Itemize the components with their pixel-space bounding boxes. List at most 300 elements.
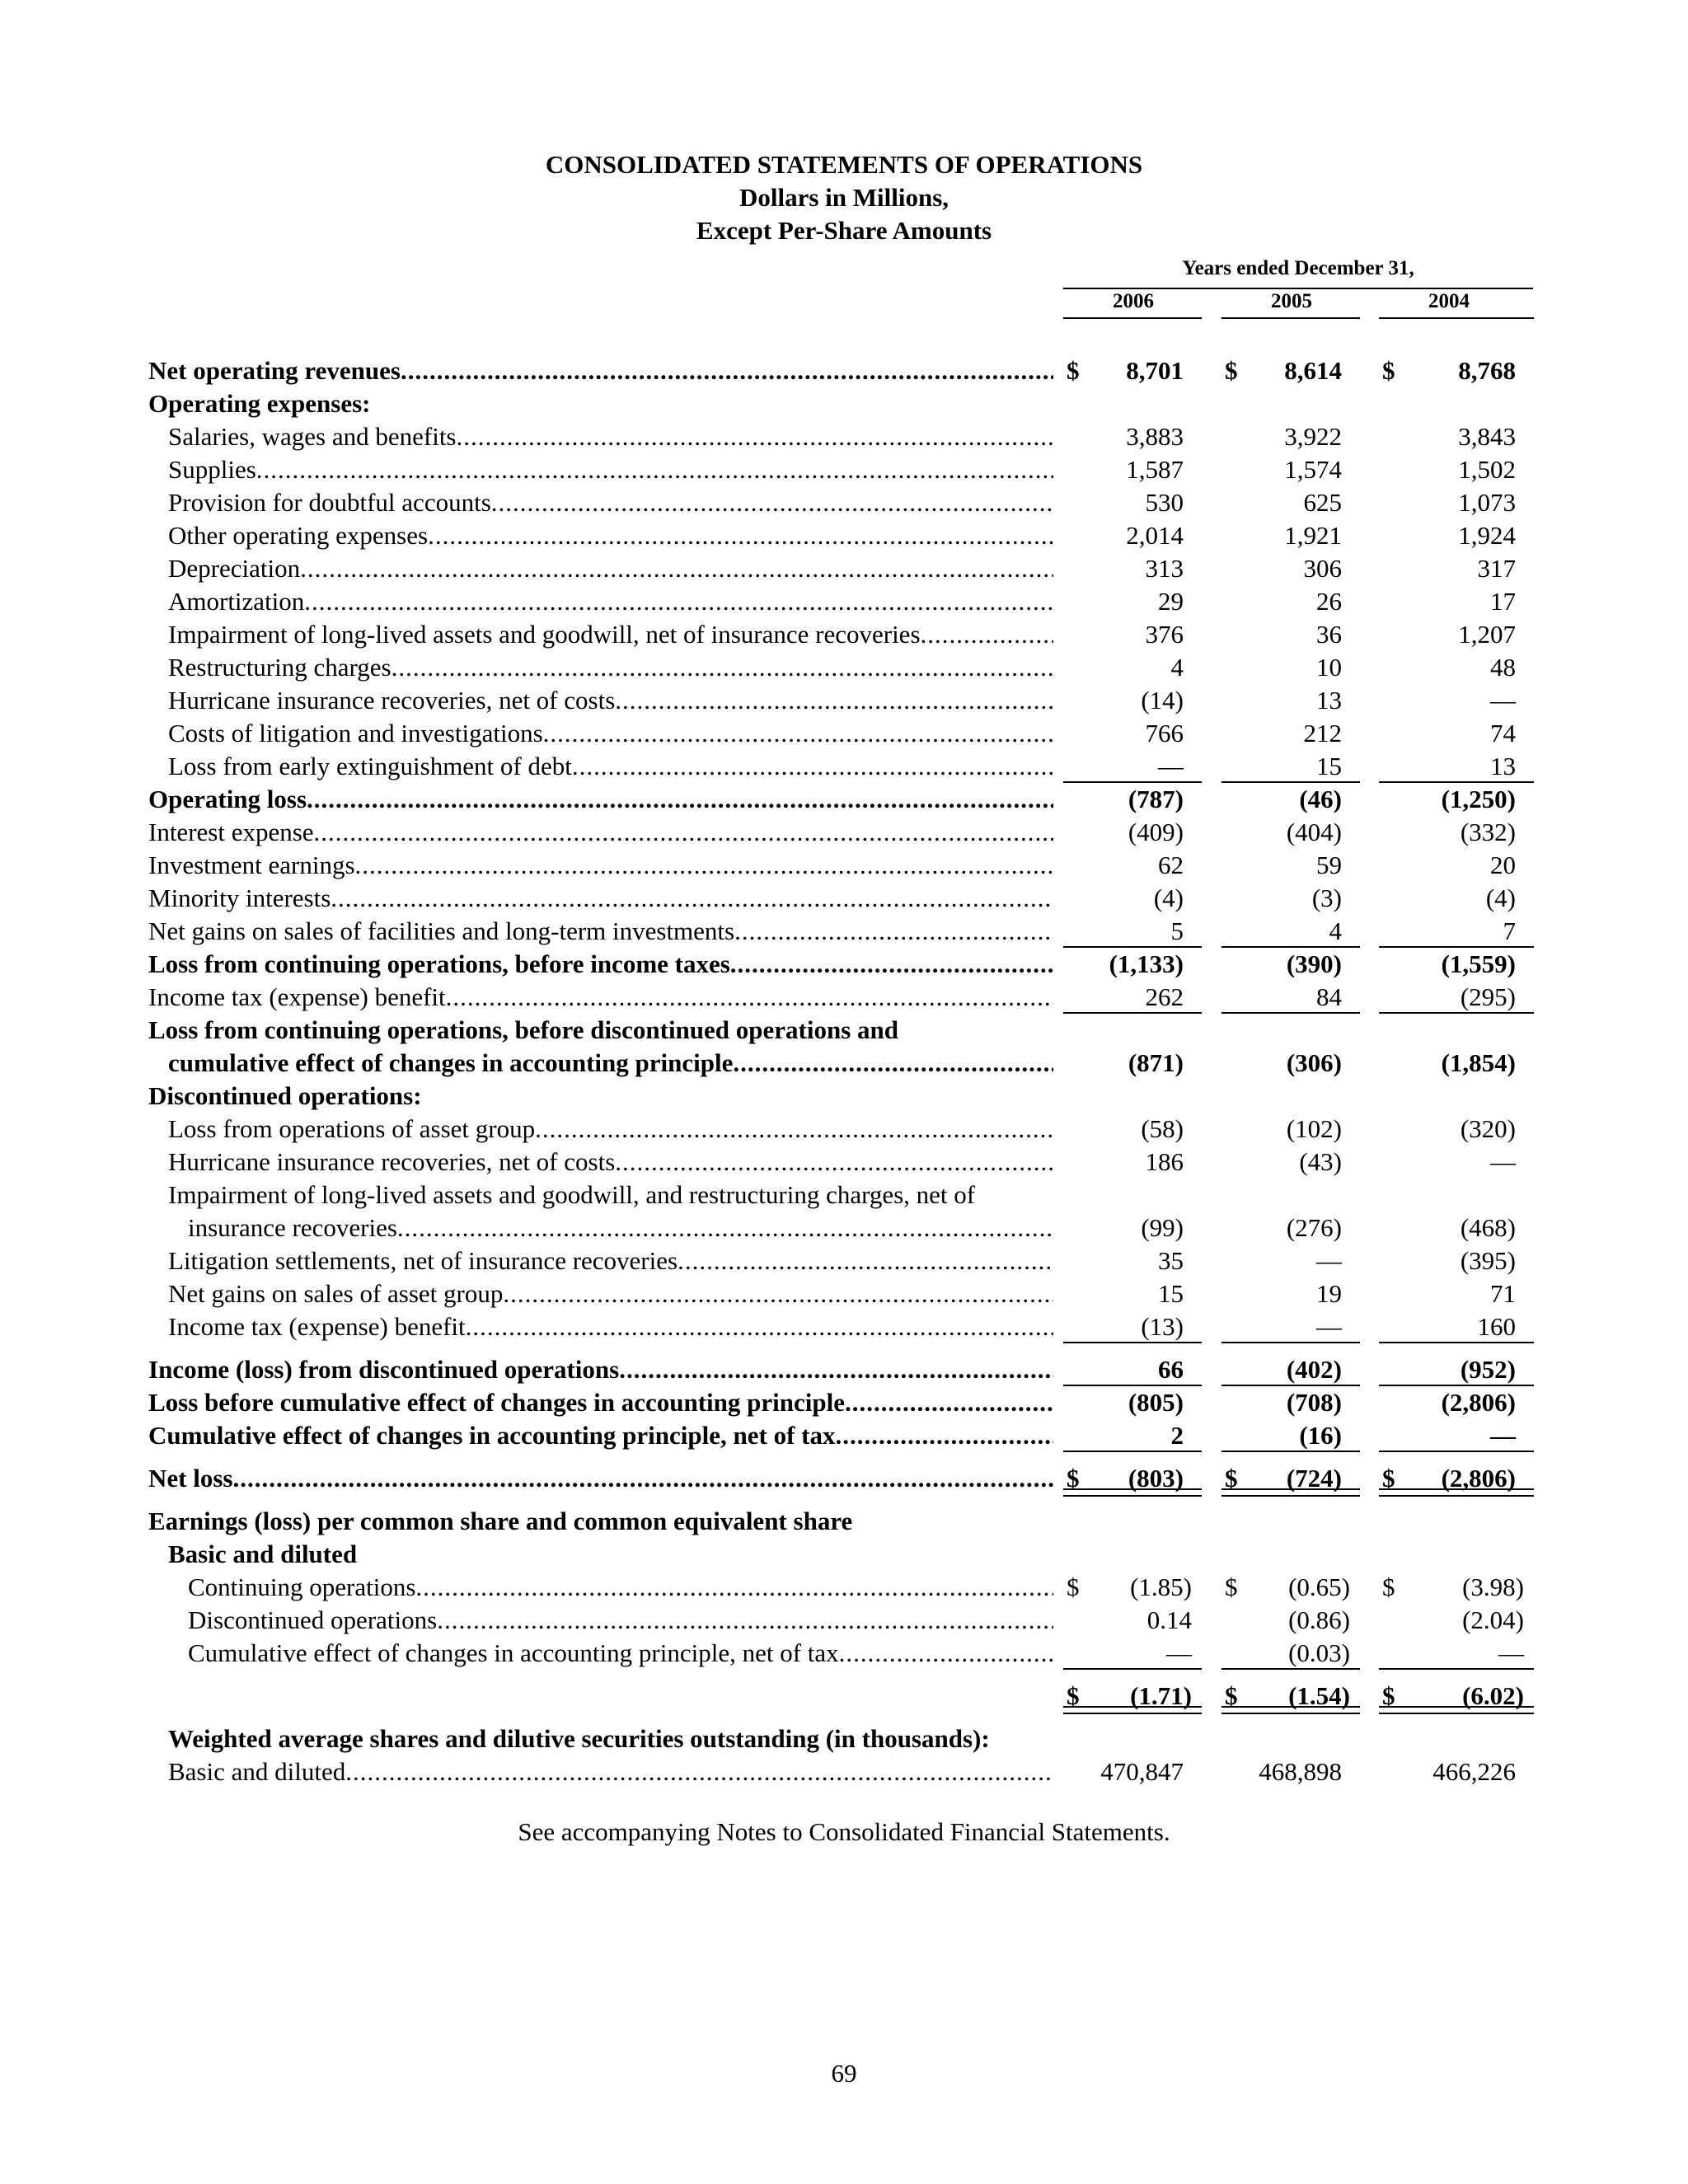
value-cell-2006 <box>1063 1680 1202 1713</box>
year-header-2005: 2005 <box>1271 290 1312 312</box>
row-label-text: Cumulative effect of changes in accounting principle, net of tax <box>148 1421 836 1450</box>
table-row <box>0 585 1688 618</box>
value-cell-2005 <box>1221 882 1360 915</box>
value-cell-2005 <box>1221 1047 1360 1080</box>
value-cell-2004 <box>1379 783 1534 816</box>
value-text: (805) <box>1128 1388 1184 1417</box>
value-text: 7 <box>1503 916 1516 945</box>
value-cell-2006 <box>1063 1277 1202 1310</box>
value-text: 3,883 <box>1126 422 1184 451</box>
value-cell-2004 <box>1379 585 1534 618</box>
row-label-text: Income tax (expense) benefit <box>148 982 446 1011</box>
row-label <box>188 1212 1053 1244</box>
row-label-text: Minority interests <box>148 883 331 912</box>
value-cell-2004 <box>1379 948 1534 981</box>
value-text: (1,854) <box>1441 1048 1516 1077</box>
row-label-text: Loss from continuing operations, before discontinued operations and <box>148 1015 899 1044</box>
table-row <box>0 750 1688 783</box>
value-text: (102) <box>1286 1114 1342 1143</box>
row-label <box>148 354 1053 387</box>
table-row <box>0 1113 1688 1146</box>
value-cell-2004 <box>1379 750 1534 783</box>
value-text: 71 <box>1490 1279 1516 1308</box>
value-text: (99) <box>1141 1213 1184 1242</box>
value-cell-2006 <box>1063 1244 1202 1277</box>
row-label-text: Basic and diluted <box>168 1540 358 1568</box>
table-row <box>0 618 1688 651</box>
value-cell-2006 <box>1063 1310 1202 1343</box>
currency-symbol: $ <box>1067 356 1080 385</box>
value-cell-2005 <box>1221 486 1360 519</box>
value-text: 13 <box>1316 686 1342 715</box>
value-text: 10 <box>1316 653 1342 682</box>
value-cell-2004 <box>1379 1310 1534 1343</box>
value-cell-2004 <box>1379 420 1534 453</box>
value-cell-2004 <box>1379 717 1534 750</box>
row-spacer <box>0 1495 1688 1505</box>
value-cell-2004 <box>1379 651 1534 684</box>
value-cell-2005 <box>1221 354 1360 387</box>
value-cell-2005 <box>1221 1462 1360 1495</box>
value-text: (276) <box>1286 1213 1342 1242</box>
value-cell-2005 <box>1221 915 1360 948</box>
table-row <box>0 1014 1688 1047</box>
value-text: 1,921 <box>1284 521 1342 550</box>
value-cell-2005 <box>1221 519 1360 552</box>
value-cell-2004 <box>1379 882 1534 915</box>
row-label-text: Supplies <box>168 455 256 484</box>
value-cell-2005 <box>1221 1310 1360 1343</box>
value-text: (6.02) <box>1462 1681 1524 1710</box>
row-label-text: Basic and diluted <box>168 1757 346 1786</box>
value-cell-2004 <box>1379 1386 1534 1419</box>
value-cell-2006 <box>1063 1755 1202 1788</box>
value-cell-2006 <box>1063 585 1202 618</box>
value-cell-2005 <box>1221 1146 1360 1179</box>
row-label-text: Discontinued operations: <box>148 1081 422 1110</box>
row-label <box>148 1014 1053 1047</box>
value-text: 470,847 <box>1100 1757 1184 1786</box>
value-cell-2006 <box>1063 1637 1202 1670</box>
value-cell-2004 <box>1379 1113 1534 1146</box>
row-label <box>188 1604 1053 1637</box>
table-row <box>0 552 1688 585</box>
value-cell-2004 <box>1379 618 1534 651</box>
value-text: (871) <box>1128 1048 1184 1077</box>
value-cell-2006 <box>1063 1146 1202 1179</box>
value-cell-2005 <box>1221 1244 1360 1277</box>
value-cell-2004 <box>1379 981 1534 1014</box>
value-text: 530 <box>1145 488 1184 517</box>
value-text: 212 <box>1303 719 1342 748</box>
value-text: (787) <box>1128 785 1184 813</box>
year-header-2006: 2006 <box>1113 290 1154 312</box>
value-cell-2005 <box>1221 1755 1360 1788</box>
currency-symbol: $ <box>1382 356 1395 385</box>
row-label <box>168 1310 1053 1343</box>
value-text: 2 <box>1170 1421 1184 1450</box>
row-label <box>148 882 1053 915</box>
value-text: (0.86) <box>1288 1605 1350 1634</box>
row-label <box>168 486 1053 519</box>
table-row <box>0 882 1688 915</box>
table-row <box>0 1538 1688 1571</box>
value-cell-2006 <box>1063 1113 1202 1146</box>
page-subtitle-units: Dollars in Millions, <box>738 183 950 212</box>
value-cell-2005 <box>1221 585 1360 618</box>
table-row <box>0 849 1688 882</box>
page-title: CONSOLIDATED STATEMENTS OF OPERATIONS <box>545 150 1143 179</box>
row-label <box>148 1462 1053 1495</box>
value-text: (395) <box>1460 1246 1516 1275</box>
value-text: 0.14 <box>1146 1605 1192 1634</box>
row-label-text: Impairment of long-lived assets and goodwill, net of insurance recoveries <box>168 620 921 649</box>
row-label <box>148 981 1053 1014</box>
value-text: (390) <box>1286 949 1342 978</box>
value-cell-2006 <box>1063 1462 1202 1495</box>
value-text: 1,924 <box>1458 521 1516 550</box>
value-text: (306) <box>1286 1048 1342 1077</box>
table-row <box>0 1146 1688 1179</box>
value-text: (708) <box>1286 1388 1342 1417</box>
value-cell-2004 <box>1379 1462 1534 1495</box>
table-row <box>0 1419 1688 1452</box>
row-label <box>148 1419 1053 1452</box>
value-text: 48 <box>1490 653 1516 682</box>
value-text: (803) <box>1128 1464 1184 1493</box>
value-text: 186 <box>1145 1147 1184 1176</box>
value-text: 1,207 <box>1458 620 1516 649</box>
value-cell-2006 <box>1063 420 1202 453</box>
row-label <box>168 453 1053 486</box>
value-cell-2004 <box>1379 816 1534 849</box>
value-text: 66 <box>1158 1355 1184 1384</box>
value-cell-2006 <box>1063 849 1202 882</box>
row-label-text: Restructuring charges <box>168 653 392 682</box>
value-cell-2004 <box>1379 1353 1534 1386</box>
row-label <box>168 1179 1053 1212</box>
value-cell-2005 <box>1221 1113 1360 1146</box>
value-cell-2004 <box>1379 1212 1534 1244</box>
table-row <box>0 1680 1688 1713</box>
row-label <box>168 1113 1053 1146</box>
row-label-text: Loss before cumulative effect of changes in accounting principle <box>148 1388 845 1417</box>
value-cell-2005 <box>1221 816 1360 849</box>
value-cell-2006 <box>1063 1571 1202 1604</box>
value-cell-2005 <box>1221 552 1360 585</box>
value-text: (2.04) <box>1462 1605 1524 1634</box>
row-label-text: Depreciation <box>168 554 301 583</box>
footnote: See accompanying Notes to Consolidated Financial Statements. <box>518 1817 1170 1846</box>
table-row <box>0 453 1688 486</box>
value-cell-2006 <box>1063 1604 1202 1637</box>
row-label <box>148 387 1053 420</box>
row-label <box>168 1277 1053 1310</box>
value-text: 62 <box>1158 851 1184 879</box>
value-text: 625 <box>1303 488 1342 517</box>
value-text: 1,574 <box>1284 455 1342 484</box>
row-label-text: Loss from early extinguishment of debt <box>168 752 572 780</box>
value-cell-2004 <box>1379 1604 1534 1637</box>
value-text: (16) <box>1299 1421 1342 1450</box>
row-label-text: Costs of litigation and investigations <box>168 719 543 748</box>
row-spacer <box>0 1670 1688 1680</box>
table-row <box>0 783 1688 816</box>
row-label-text: Net gains on sales of asset group <box>168 1279 504 1308</box>
value-cell-2006 <box>1063 783 1202 816</box>
table-row <box>0 1080 1688 1113</box>
table-row <box>0 717 1688 750</box>
value-cell-2005 <box>1221 1680 1360 1713</box>
currency-symbol: $ <box>1067 1464 1080 1493</box>
table-row <box>0 1386 1688 1419</box>
row-label-text: Cumulative effect of changes in accounting principle, net of tax <box>188 1638 839 1667</box>
value-text: (468) <box>1460 1213 1516 1242</box>
value-cell-2005 <box>1221 420 1360 453</box>
currency-symbol: $ <box>1382 1681 1395 1710</box>
value-cell-2005 <box>1221 453 1360 486</box>
row-label-text: Discontinued operations <box>188 1605 438 1634</box>
value-text: (952) <box>1460 1355 1516 1384</box>
value-text: (3.98) <box>1462 1572 1524 1601</box>
row-label-text: cumulative effect of changes in accounting principle <box>168 1048 734 1077</box>
table-row <box>0 420 1688 453</box>
table-row <box>0 1755 1688 1788</box>
value-text: 317 <box>1477 554 1516 583</box>
row-label-text: Amortization <box>168 587 305 616</box>
value-text: (4) <box>1485 883 1516 912</box>
value-text: — <box>1316 1246 1342 1275</box>
value-text: (332) <box>1460 818 1516 846</box>
value-cell-2005 <box>1221 1212 1360 1244</box>
row-label-text: Income (loss) from discontinued operations <box>148 1355 620 1384</box>
row-label <box>148 1505 1053 1538</box>
table-row <box>0 1047 1688 1080</box>
value-cell-2006 <box>1063 552 1202 585</box>
value-text: — <box>1166 1638 1192 1667</box>
value-text: 4 <box>1329 916 1342 945</box>
value-cell-2004 <box>1379 552 1534 585</box>
row-label <box>148 783 1053 816</box>
value-text: 8,768 <box>1458 356 1516 385</box>
row-label <box>168 1047 1053 1080</box>
value-cell-2004 <box>1379 519 1534 552</box>
row-label-text: Interest expense <box>148 818 314 846</box>
value-text: (46) <box>1299 785 1342 813</box>
table-row <box>0 486 1688 519</box>
currency-symbol: $ <box>1382 1572 1395 1601</box>
row-label-text: Net loss <box>148 1464 233 1493</box>
row-label-text: Investment earnings <box>148 851 355 879</box>
value-text: — <box>1490 1147 1516 1176</box>
table-row <box>0 948 1688 981</box>
table-row <box>0 1244 1688 1277</box>
years-ended-label: Years ended December 31, <box>1182 257 1414 279</box>
year-header-rule-2005 <box>1221 317 1360 319</box>
currency-symbol: $ <box>1225 1572 1238 1601</box>
value-text: 306 <box>1303 554 1342 583</box>
row-label <box>168 1755 1053 1788</box>
value-text: 1,073 <box>1458 488 1516 517</box>
table-row <box>0 1179 1688 1212</box>
value-text: 468,898 <box>1259 1757 1342 1786</box>
currency-symbol: $ <box>1225 1681 1238 1710</box>
value-text: (3) <box>1311 883 1342 912</box>
table-row <box>0 651 1688 684</box>
value-text: (1,133) <box>1109 949 1184 978</box>
value-text: 15 <box>1158 1279 1184 1308</box>
row-label <box>148 1680 1053 1713</box>
value-text: (2,806) <box>1441 1388 1516 1417</box>
value-cell-2005 <box>1221 1419 1360 1452</box>
table-row <box>0 1277 1688 1310</box>
row-label-text: Other operating expenses <box>168 521 429 550</box>
row-label-text: Earnings (loss) per common share and common equivalent share <box>148 1507 853 1535</box>
value-text: 4 <box>1170 653 1184 682</box>
value-text: — <box>1490 1421 1516 1450</box>
row-label <box>148 948 1053 981</box>
row-label-text: Loss from operations of asset group <box>168 1114 536 1143</box>
value-cell-2006 <box>1063 486 1202 519</box>
value-cell-2006 <box>1063 1419 1202 1452</box>
value-cell-2005 <box>1221 1353 1360 1386</box>
value-cell-2004 <box>1379 486 1534 519</box>
value-cell-2004 <box>1379 1244 1534 1277</box>
value-text: 35 <box>1158 1246 1184 1275</box>
table-row <box>0 519 1688 552</box>
row-label <box>168 552 1053 585</box>
value-text: 17 <box>1490 587 1516 616</box>
table-row <box>0 981 1688 1014</box>
value-text: — <box>1316 1312 1342 1341</box>
value-text: 5 <box>1170 916 1184 945</box>
value-text: 74 <box>1490 719 1516 748</box>
row-spacer <box>0 1713 1688 1722</box>
value-cell-2004 <box>1379 1680 1534 1713</box>
value-text: 766 <box>1145 719 1184 748</box>
value-cell-2006 <box>1063 717 1202 750</box>
value-text: (1,250) <box>1441 785 1516 813</box>
value-text: (2,806) <box>1441 1464 1516 1493</box>
row-spacer <box>0 1343 1688 1353</box>
year-header-2004: 2004 <box>1428 290 1470 312</box>
value-text: 313 <box>1145 554 1184 583</box>
table-row <box>0 1505 1688 1538</box>
table-row <box>0 684 1688 717</box>
value-text: (14) <box>1141 686 1184 715</box>
row-label <box>188 1637 1053 1670</box>
value-text: 84 <box>1316 982 1342 1011</box>
value-cell-2004 <box>1379 849 1534 882</box>
value-cell-2006 <box>1063 519 1202 552</box>
row-label-text: Weighted average shares and dilutive securities outstanding (in thousands): <box>168 1724 990 1753</box>
value-text: 160 <box>1477 1312 1516 1341</box>
table-row <box>0 915 1688 948</box>
value-text: 13 <box>1490 752 1516 780</box>
value-text: 26 <box>1316 587 1342 616</box>
table-row <box>0 1212 1688 1244</box>
row-label-text: Hurricane insurance recoveries, net of costs <box>168 1147 616 1176</box>
table-row <box>0 1604 1688 1637</box>
value-text: (320) <box>1460 1114 1516 1143</box>
value-cell-2005 <box>1221 948 1360 981</box>
value-cell-2006 <box>1063 1047 1202 1080</box>
row-label <box>168 1146 1053 1179</box>
years-header-rule <box>1063 288 1533 289</box>
value-text: 29 <box>1158 587 1184 616</box>
table-row <box>0 1637 1688 1670</box>
row-label-text: Income tax (expense) benefit <box>168 1312 466 1341</box>
value-cell-2006 <box>1063 453 1202 486</box>
value-text: 262 <box>1145 982 1184 1011</box>
value-cell-2005 <box>1221 1604 1360 1637</box>
year-header-rule-2004 <box>1379 317 1534 319</box>
table-row <box>0 387 1688 420</box>
value-text: 8,701 <box>1126 356 1184 385</box>
value-cell-2004 <box>1379 354 1534 387</box>
row-label-text: Hurricane insurance recoveries, net of costs <box>168 686 616 715</box>
value-cell-2006 <box>1063 1353 1202 1386</box>
value-cell-2006 <box>1063 354 1202 387</box>
value-text: (404) <box>1286 818 1342 846</box>
value-cell-2004 <box>1379 1277 1534 1310</box>
value-cell-2006 <box>1063 750 1202 783</box>
value-cell-2005 <box>1221 1571 1360 1604</box>
value-cell-2004 <box>1379 1419 1534 1452</box>
value-text: (1.85) <box>1130 1572 1192 1601</box>
value-text: — <box>1158 752 1184 780</box>
currency-symbol: $ <box>1067 1681 1080 1710</box>
row-label-text: Provision for doubtful accounts <box>168 488 491 517</box>
row-label <box>148 1353 1053 1386</box>
statement-table <box>0 354 1688 1788</box>
page-number: 69 <box>831 2059 857 2088</box>
value-cell-2004 <box>1379 684 1534 717</box>
value-text: — <box>1498 1638 1524 1667</box>
row-label <box>168 684 1053 717</box>
table-row <box>0 1571 1688 1604</box>
value-text: (4) <box>1153 883 1184 912</box>
value-text: 2,014 <box>1126 521 1184 550</box>
row-label-text: insurance recoveries <box>188 1213 397 1242</box>
value-text: 376 <box>1145 620 1184 649</box>
value-text: 19 <box>1316 1279 1342 1308</box>
value-text: 1,587 <box>1126 455 1184 484</box>
row-label <box>168 651 1053 684</box>
value-cell-2005 <box>1221 684 1360 717</box>
value-cell-2005 <box>1221 750 1360 783</box>
value-cell-2005 <box>1221 849 1360 882</box>
row-label <box>188 1571 1053 1604</box>
table-row <box>0 816 1688 849</box>
row-label <box>148 816 1053 849</box>
value-cell-2004 <box>1379 915 1534 948</box>
value-text: 59 <box>1316 851 1342 879</box>
row-label-text: Continuing operations <box>188 1572 416 1601</box>
currency-symbol: $ <box>1225 1464 1238 1493</box>
row-label-text: Loss from continuing operations, before income taxes <box>148 949 730 978</box>
value-cell-2006 <box>1063 684 1202 717</box>
table-row <box>0 354 1688 387</box>
value-text: 1,502 <box>1458 455 1516 484</box>
value-cell-2006 <box>1063 1212 1202 1244</box>
value-text: (13) <box>1141 1312 1184 1341</box>
value-text: (0.03) <box>1288 1638 1350 1667</box>
row-label-text: Salaries, wages and benefits <box>168 422 457 451</box>
value-text: (0.65) <box>1288 1572 1350 1601</box>
value-text: 3,922 <box>1284 422 1342 451</box>
row-label <box>148 849 1053 882</box>
